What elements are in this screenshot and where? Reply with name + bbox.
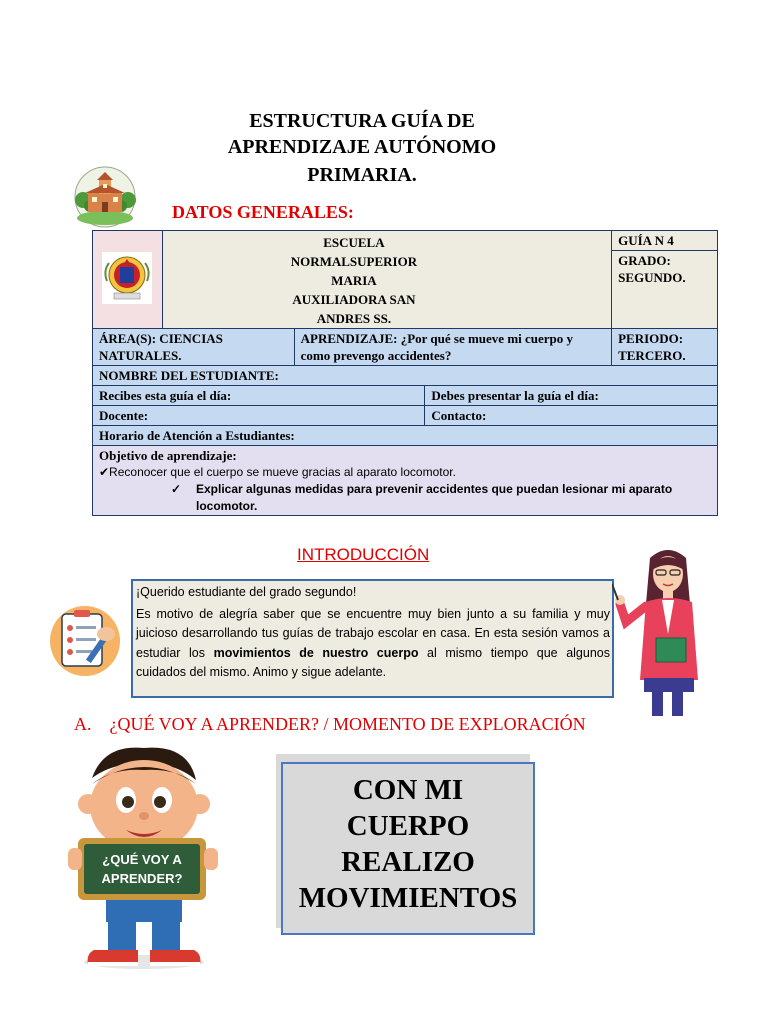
intro-paragraph-bold: movimientos de nuestro cuerpo xyxy=(213,645,419,660)
introduccion-heading: INTRODUCCIÓN xyxy=(297,545,430,564)
nombre-estudiante-cell: NOMBRE DEL ESTUDIANTE: xyxy=(93,366,718,386)
guia-number: GUÍA N 4 xyxy=(612,231,717,251)
school-building-icon xyxy=(72,166,138,228)
objetivo-item-1: ✔Reconocer que el cuerpo se mueve gracias al aparato locomotor. xyxy=(99,465,456,479)
boy-with-chalkboard-illustration xyxy=(64,744,224,972)
topic-title-line: CON MI xyxy=(352,774,464,806)
topic-title-line: REALIZO xyxy=(341,846,475,878)
chalkboard-line-2: APRENDER? xyxy=(101,871,183,886)
recibes-cell: Recibes esta guía el día: xyxy=(93,386,425,406)
grado-value: SEGUNDO. xyxy=(618,270,686,285)
school-crest-icon xyxy=(101,251,153,305)
objetivo-item-2 xyxy=(99,481,711,515)
intro-paragraph-text-end: al mismo tiempo que algunos cuidados del mismo. Animo y sigue adelante. xyxy=(136,645,610,679)
title-line-1: ESTRUCTURA GUÍA DE xyxy=(249,110,475,132)
section-a-heading: A. ¿QUÉ VOY A APRENDER? / MOMENTO DE EXPLORACIÓN xyxy=(74,714,586,734)
topic-title-line: CUERPO xyxy=(346,810,470,842)
intro-paragraph xyxy=(136,605,610,683)
introduccion-box xyxy=(131,579,614,698)
datos-generales-heading: DATOS GENERALES: xyxy=(172,202,354,222)
objetivo-label: Objetivo de aprendizaje: xyxy=(99,448,237,463)
topic-title-box xyxy=(281,762,535,935)
grado-label: GRADO: xyxy=(618,253,671,268)
general-data-table xyxy=(92,230,718,516)
intro-greeting: ¡Querido estudiante del grado segundo! xyxy=(136,585,357,599)
topic-title-line: MOVIMIENTOS xyxy=(298,882,518,914)
periodo-cell xyxy=(612,329,718,366)
school-crest-cell xyxy=(93,231,163,329)
intro-paragraph-text: Es motivo de alegría saber que se encuentre muy bien junto a su familia y muy juicioso desarrollando tus guías de trabajo escolar en casa. En esta sesión vamos a estudiar los xyxy=(136,606,610,660)
title-line-2: APRENDIZAJE AUTÓNOMO xyxy=(227,136,497,158)
teacher-illustration xyxy=(612,544,718,718)
checklist-clipboard-icon xyxy=(48,604,122,678)
contacto-cell: Contacto: xyxy=(425,406,718,426)
periodo-label: PERIODO: xyxy=(618,331,684,346)
aprendizaje-cell: APRENDIZAJE: ¿Por qué se mueve mi cuerpo y como prevengo accidentes? xyxy=(294,329,611,366)
guia-grado-cell xyxy=(612,231,718,329)
docente-cell: Docente: xyxy=(93,406,425,426)
area-cell: ÁREA(S): CIENCIAS NATURALES. xyxy=(93,329,295,366)
checkmark-icon: ✓ xyxy=(171,482,182,496)
horario-cell: Horario de Atención a Estudiantes: xyxy=(93,426,718,446)
chalkboard-line-1: ¿QUÉ VOY A xyxy=(102,852,182,867)
school-name-line: NORMALSUPERIOR xyxy=(290,254,418,269)
objetivo-cell xyxy=(93,446,718,516)
objetivo-item-2-text: Explicar algunas medidas para prevenir accidentes que puedan lesionar mi aparato locomotor. xyxy=(196,482,673,513)
school-name-line: ANDRES SS. xyxy=(316,311,392,326)
school-name-line: MARIA xyxy=(331,273,377,288)
title-line-3: PRIMARIA. xyxy=(307,164,417,186)
school-name-line: AUXILIADORA SAN xyxy=(292,292,416,307)
school-name-line: ESCUELA xyxy=(323,235,385,250)
periodo-value: TERCERO. xyxy=(618,348,686,363)
school-name-cell xyxy=(162,231,611,329)
presentar-cell: Debes presentar la guía el día: xyxy=(425,386,718,406)
